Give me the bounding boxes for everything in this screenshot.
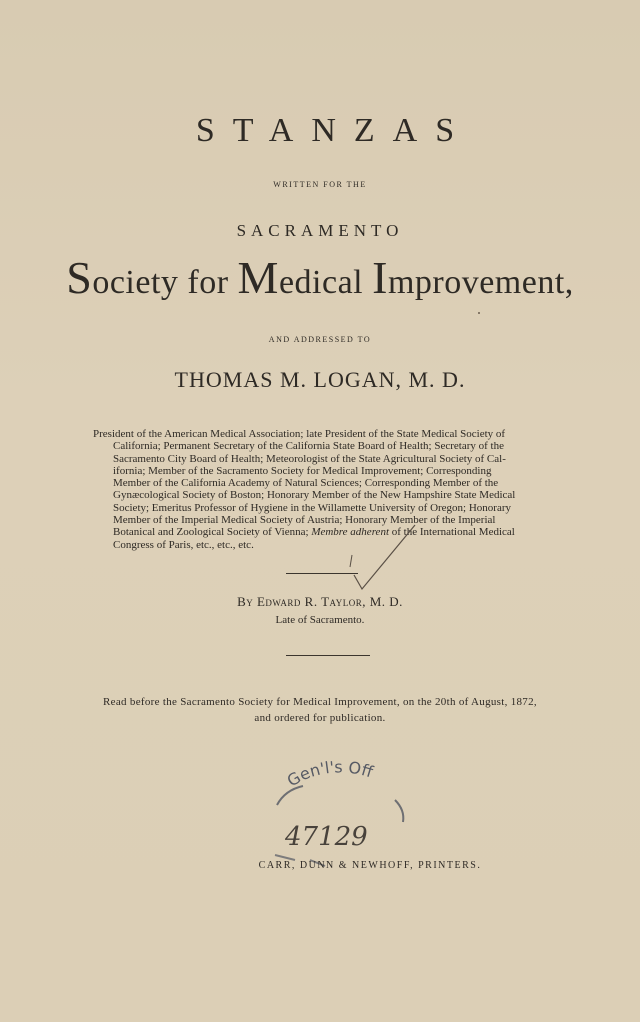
honoree-biography bbox=[93, 428, 563, 551]
bio-italic-phrase: Membre adherent bbox=[311, 526, 389, 539]
society-initial-s: S bbox=[66, 252, 93, 303]
society-name bbox=[0, 252, 640, 303]
pencil-check-mark bbox=[340, 505, 430, 595]
bio-line: California; Permanent Secretary of the California State Board of Health; Secretary of the bbox=[113, 440, 504, 453]
society-initial-i: I bbox=[372, 252, 388, 303]
reading-note-line: Read before the Sacramento Society for Medical Improvement, on the 20th of August, 1872, bbox=[103, 696, 537, 708]
divider-rule bbox=[286, 573, 358, 574]
bio-line bbox=[93, 526, 563, 538]
author-byline: By Edward R. Taylor, M. D. bbox=[237, 594, 403, 609]
bio-line: Society; Emeritus Professor of Hygiene in the Willamette University of Oregon; Honorary bbox=[113, 501, 512, 514]
divider-rule bbox=[286, 655, 370, 656]
bio-line: Member of the Imperial Medical Society of Austria; Honorary Member of the Imperial bbox=[113, 514, 496, 527]
society-word-1: ociety for bbox=[92, 264, 238, 301]
addressed-to-label: AND ADDRESSED TO bbox=[268, 335, 372, 344]
reading-note-line: and ordered for publication. bbox=[254, 712, 386, 724]
bio-line: Sacramento City Board of Health; Meteorologist of the State Agricultural Society of Cal- bbox=[113, 452, 506, 465]
speck-mark bbox=[478, 312, 480, 314]
bio-line: ifornia; Member of the Sacramento Society for Medical Improvement; Corresponding bbox=[113, 464, 492, 477]
page-title: STANZAS bbox=[195, 112, 473, 149]
bio-line: Gynæcological Society of Boston; Honorary Member of the New Hampshire State Medical bbox=[113, 489, 516, 502]
written-for-label: WRITTEN FOR THE bbox=[273, 180, 367, 189]
society-word-3: mprovement, bbox=[387, 264, 574, 301]
society-initial-m: M bbox=[237, 252, 279, 303]
reading-note bbox=[0, 694, 640, 726]
bio-line: Member of the California Academy of Natural Sciences; Corresponding Member of the bbox=[113, 477, 499, 490]
honoree-name: THOMAS M. LOGAN, M. D. bbox=[174, 367, 466, 392]
society-word-2: edical bbox=[278, 264, 373, 301]
sacramento-label: SACRAMENTO bbox=[236, 221, 404, 240]
library-stamp bbox=[255, 760, 425, 870]
bio-line: President of the American Medical Association; late President of the State Medical Society of bbox=[93, 428, 506, 440]
bio-line: Congress of Paris, etc., etc., etc. bbox=[113, 538, 254, 551]
bio-line-end: of the International Medical bbox=[389, 526, 515, 539]
svg-text:47129: 47129 bbox=[285, 822, 368, 852]
svg-text:Gen'l's Off: Gen'l's Off bbox=[283, 760, 376, 791]
bio-line-start: Botanical and Zoological Society of Vienna; bbox=[113, 526, 309, 539]
printer-imprint: CARR, DUNN & NEWHOFF, PRINTERS. bbox=[258, 860, 482, 871]
author-note: Late of Sacramento. bbox=[275, 614, 365, 626]
